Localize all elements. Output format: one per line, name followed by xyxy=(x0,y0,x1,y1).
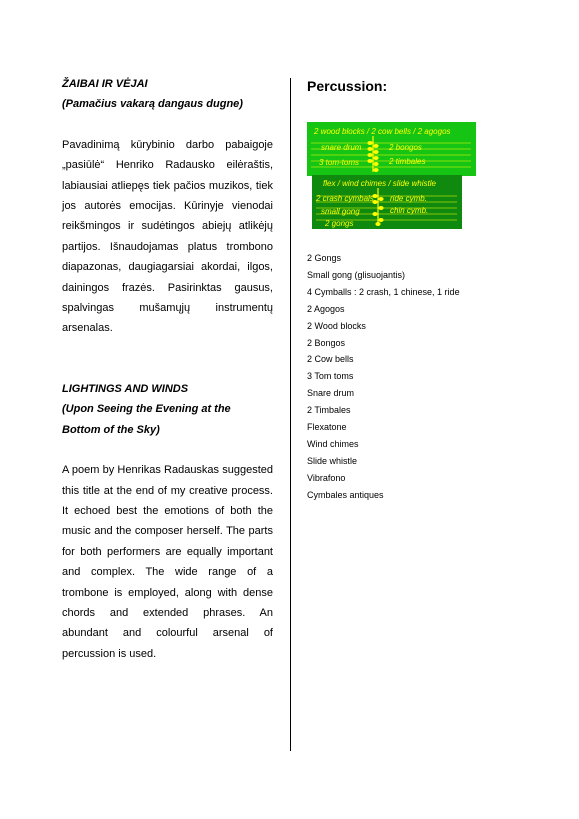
percussion-column xyxy=(307,78,567,504)
legend-bottom-right-1: ride cymb. xyxy=(390,194,427,203)
list-item: Small gong (glisuojantis) xyxy=(307,269,406,280)
list-item: Snare drum xyxy=(307,388,355,399)
legend-bottom-header: flex / wind chimes / slide whistle xyxy=(323,179,436,188)
lt-body: Pavadinimą kūrybinio darbo pabaigoje „pasiūlė“ Henriko Radausko eilėraštis, labiausiai atliepęs tiek pačios muzikos, tiek jos autorės emocijas. Kūrinyje vienodai reikšmingos ir sudėtingos abiejų atlikėjų partijos. Išnaudojamas platus trombono diapazonas, daugiagarsiai akordai, ilgos, dainingos frazės. Pasirinktas gausus, spalvingas mušamųjų instrumentų arsenalas. xyxy=(62,138,273,335)
legend-staff xyxy=(307,122,477,230)
list-item: 4 Cymballs : 2 crash, 1 chinese, 1 ride xyxy=(307,286,460,297)
legend-bottom-left-3: 2 gongs xyxy=(325,219,354,228)
legend-top-left-1: snare drum xyxy=(321,143,362,152)
list-item: 2 Cow bells xyxy=(307,354,354,365)
notehead xyxy=(375,222,380,226)
legend-bottom-right-2: chin cymb. xyxy=(390,206,429,215)
notes-column xyxy=(62,74,273,664)
list-item: 2 Timbales xyxy=(307,405,351,416)
column-divider xyxy=(290,78,291,751)
lt-title: ŽAIBAI IR VĖJAI xyxy=(62,78,148,90)
legend-top-left-2: 3 tom-toms xyxy=(319,158,360,167)
notehead xyxy=(373,144,378,148)
notehead xyxy=(373,168,378,172)
percussion-legend xyxy=(307,122,477,230)
notehead xyxy=(367,153,372,157)
legend-top-right-2: 2 timbales xyxy=(389,157,426,166)
notehead xyxy=(372,212,377,216)
legend-top-header: 2 wood blocks / 2 cow bells / 2 agogos xyxy=(314,127,451,136)
notehead xyxy=(378,197,383,201)
notehead xyxy=(367,159,372,163)
en-body: A poem by Henrikas Radauskas suggested this title at the end of my creative process. It echoed best the emotions of both the music and the composer herself. The parts for both performers are equally important and complex. The wide range of a trombone is employed, along with dense chords and extended phrases. An abundant and colourful arsenal of percussion is used. xyxy=(62,464,273,660)
notehead xyxy=(367,141,372,145)
percussion-heading: Percussion: xyxy=(307,78,388,94)
list-item: Flexatone xyxy=(307,422,347,433)
notehead xyxy=(378,206,383,210)
list-item: 2 Wood blocks xyxy=(307,320,366,331)
list-item: Vibrafono xyxy=(307,472,346,483)
notehead xyxy=(373,162,378,166)
notehead xyxy=(367,147,372,151)
legend-bottom-left-1: 2 crash cymbals xyxy=(316,194,374,203)
instrument-list xyxy=(307,250,567,504)
list-item: Cymbales antiques xyxy=(307,489,384,500)
list-item: 2 Bongos xyxy=(307,337,346,348)
list-item: Wind chimes xyxy=(307,438,359,449)
list-item: Slide whistle xyxy=(307,455,358,466)
list-item: 3 Tom toms xyxy=(307,371,354,382)
legend-bottom-left-2: small gong xyxy=(321,207,360,216)
notehead xyxy=(373,150,378,154)
en-subtitle-line2: Bottom of the Sky) xyxy=(62,423,160,436)
en-title: LIGHTINGS AND WINDS xyxy=(62,382,189,395)
en-subtitle-line1: (Upon Seeing the Evening at the xyxy=(62,403,231,416)
lt-subtitle: (Pamačius vakarą dangaus dugne) xyxy=(62,98,243,111)
list-item: 2 Agogos xyxy=(307,303,345,314)
legend-top-right-1: 2 bongos xyxy=(389,143,422,152)
list-item: 2 Gongs xyxy=(307,253,342,263)
notehead xyxy=(378,218,383,222)
notehead xyxy=(373,156,378,160)
